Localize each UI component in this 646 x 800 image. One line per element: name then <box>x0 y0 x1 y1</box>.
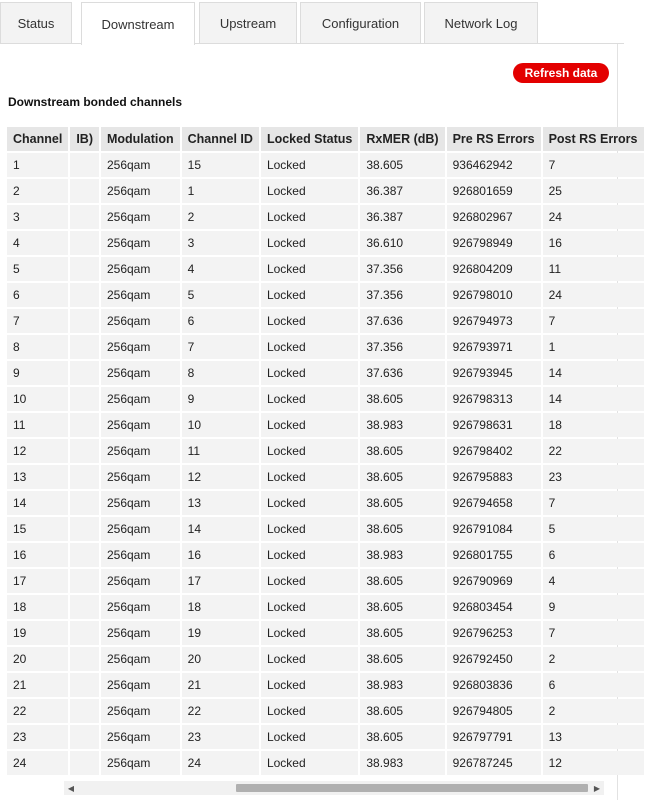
table-cell: 24 <box>543 283 644 307</box>
table-cell: 256qam <box>101 361 180 385</box>
table-cell <box>70 491 99 515</box>
table-row <box>7 725 644 749</box>
table-cell: 21 <box>7 673 68 697</box>
table-cell: 14 <box>543 387 644 411</box>
table-cell: 19 <box>7 621 68 645</box>
table-cell: 7 <box>543 153 644 177</box>
tab-network-log[interactable]: Network Log <box>424 2 538 44</box>
horizontal-scrollbar[interactable] <box>64 781 604 795</box>
table-cell: 926798010 <box>447 283 541 307</box>
scrollbar-thumb[interactable] <box>236 784 588 792</box>
scroll-left-icon[interactable]: ◀ <box>67 783 75 793</box>
table-cell: Locked <box>261 153 358 177</box>
table-cell: 24 <box>543 205 644 229</box>
table-cell: Locked <box>261 231 358 255</box>
table-row <box>7 439 644 463</box>
table-row <box>7 673 644 697</box>
table-cell: 256qam <box>101 335 180 359</box>
table-cell: 256qam <box>101 647 180 671</box>
table-cell: 9 <box>7 361 68 385</box>
table-cell: 926793945 <box>447 361 541 385</box>
table-cell: 22 <box>543 439 644 463</box>
table-cell: Locked <box>261 595 358 619</box>
table-cell: 926798402 <box>447 439 541 463</box>
table-row <box>7 465 644 489</box>
table-cell: Locked <box>261 179 358 203</box>
table-cell: 926798631 <box>447 413 541 437</box>
table-row <box>7 543 644 567</box>
table-cell: 12 <box>7 439 68 463</box>
tab-status[interactable]: Status <box>0 2 72 44</box>
table-cell: Locked <box>261 517 358 541</box>
table-cell: 256qam <box>101 465 180 489</box>
table-cell: 38.605 <box>360 621 444 645</box>
table-cell: 936462942 <box>447 153 541 177</box>
table-row <box>7 153 644 177</box>
table-cell: 16 <box>7 543 68 567</box>
table-cell: 256qam <box>101 569 180 593</box>
table-cell: 926798313 <box>447 387 541 411</box>
table-cell: 256qam <box>101 205 180 229</box>
table-row <box>7 179 644 203</box>
table-cell: Locked <box>261 413 358 437</box>
table-cell: 38.605 <box>360 725 444 749</box>
table-row <box>7 491 644 515</box>
table-cell <box>70 699 99 723</box>
table-cell: 9 <box>182 387 259 411</box>
table-cell: 7 <box>543 491 644 515</box>
table-row <box>7 517 644 541</box>
table-cell: 3 <box>7 205 68 229</box>
table-cell: Locked <box>261 647 358 671</box>
table-cell: 23 <box>543 465 644 489</box>
table-cell: 8 <box>182 361 259 385</box>
table-cell: 24 <box>7 751 68 775</box>
table-cell: 1 <box>7 153 68 177</box>
table-cell <box>70 283 99 307</box>
table-cell: 37.636 <box>360 309 444 333</box>
scroll-right-icon[interactable]: ▶ <box>593 783 601 793</box>
table-cell: 926803454 <box>447 595 541 619</box>
column-header: Locked Status <box>261 127 358 151</box>
table-row <box>7 231 644 255</box>
table-cell: Locked <box>261 283 358 307</box>
table-cell: 37.356 <box>360 335 444 359</box>
column-header: Channel ID <box>182 127 259 151</box>
table-cell <box>70 309 99 333</box>
table-cell: 3 <box>182 231 259 255</box>
table-cell: 6 <box>543 673 644 697</box>
table-cell: 256qam <box>101 543 180 567</box>
table-cell: 926796253 <box>447 621 541 645</box>
table-cell: 11 <box>543 257 644 281</box>
table-cell: Locked <box>261 491 358 515</box>
table-cell <box>70 569 99 593</box>
table-cell: Locked <box>261 751 358 775</box>
table-cell: Locked <box>261 569 358 593</box>
tab-configuration[interactable]: Configuration <box>300 2 421 44</box>
table-cell <box>70 335 99 359</box>
table-row <box>7 699 644 723</box>
table-cell: 1 <box>182 179 259 203</box>
table-cell: 38.983 <box>360 673 444 697</box>
table-cell: Locked <box>261 465 358 489</box>
column-header: Post RS Errors <box>543 127 644 151</box>
table-cell: 36.387 <box>360 205 444 229</box>
table-cell: Locked <box>261 621 358 645</box>
table-row <box>7 595 644 619</box>
table-cell: 7 <box>7 309 68 333</box>
table-cell: 926794973 <box>447 309 541 333</box>
table-header-row <box>7 127 644 151</box>
table-cell: 38.605 <box>360 491 444 515</box>
table-cell: 38.605 <box>360 153 444 177</box>
table-cell: 17 <box>182 569 259 593</box>
table-cell: 38.605 <box>360 439 444 463</box>
table-cell: 38.983 <box>360 751 444 775</box>
table-cell: 38.605 <box>360 595 444 619</box>
table-cell: Locked <box>261 335 358 359</box>
table-cell: 38.983 <box>360 413 444 437</box>
table-cell <box>70 413 99 437</box>
table-cell <box>70 439 99 463</box>
table-cell: Locked <box>261 387 358 411</box>
table-cell: 38.605 <box>360 465 444 489</box>
table-cell: 926792450 <box>447 647 541 671</box>
table-cell <box>70 673 99 697</box>
table-cell: 9 <box>543 595 644 619</box>
table-cell: 21 <box>182 673 259 697</box>
table-row <box>7 387 644 411</box>
table-cell: 8 <box>7 335 68 359</box>
table-cell: 24 <box>182 751 259 775</box>
table-cell: Locked <box>261 205 358 229</box>
table-cell: 20 <box>7 647 68 671</box>
table-row <box>7 751 644 775</box>
table-cell: 16 <box>182 543 259 567</box>
table-cell: 926801659 <box>447 179 541 203</box>
table-cell: Locked <box>261 439 358 463</box>
table-cell: 256qam <box>101 439 180 463</box>
table-cell: 7 <box>543 309 644 333</box>
table-cell: Locked <box>261 673 358 697</box>
table-cell: 256qam <box>101 413 180 437</box>
table-cell <box>70 517 99 541</box>
table-cell <box>70 647 99 671</box>
table-cell: 926803836 <box>447 673 541 697</box>
table-cell: 256qam <box>101 517 180 541</box>
table-cell: 38.605 <box>360 647 444 671</box>
table-cell: 256qam <box>101 699 180 723</box>
table-row <box>7 257 644 281</box>
table-cell: 256qam <box>101 309 180 333</box>
table-cell: 926787245 <box>447 751 541 775</box>
table-cell <box>70 725 99 749</box>
table-row <box>7 335 644 359</box>
table-cell: 11 <box>182 439 259 463</box>
table-cell <box>70 205 99 229</box>
table-cell: 13 <box>182 491 259 515</box>
refresh-data-button[interactable]: Refresh data <box>513 63 609 83</box>
table-cell: 23 <box>182 725 259 749</box>
table-cell: 926798949 <box>447 231 541 255</box>
table-cell: 13 <box>7 465 68 489</box>
downstream-channels-table <box>5 125 646 777</box>
column-header: RxMER (dB) <box>360 127 444 151</box>
tab-bar <box>0 0 624 44</box>
table-cell: 256qam <box>101 621 180 645</box>
table-cell: 12 <box>543 751 644 775</box>
column-header: Channel <box>7 127 68 151</box>
table-cell <box>70 751 99 775</box>
table-cell: 38.983 <box>360 543 444 567</box>
table-row <box>7 621 644 645</box>
table-cell: 12 <box>182 465 259 489</box>
table-cell: 38.605 <box>360 569 444 593</box>
table-cell: 23 <box>7 725 68 749</box>
section-title: Downstream bonded channels <box>8 95 183 109</box>
column-header: IB) <box>70 127 99 151</box>
table-cell: 926797791 <box>447 725 541 749</box>
table-cell: 7 <box>182 335 259 359</box>
table-cell: 14 <box>182 517 259 541</box>
table-cell: 10 <box>182 413 259 437</box>
table-cell: Locked <box>261 699 358 723</box>
channels-table-container <box>5 125 638 775</box>
table-cell: 2 <box>543 699 644 723</box>
column-header: Modulation <box>101 127 180 151</box>
table-cell: Locked <box>261 725 358 749</box>
table-cell: Locked <box>261 309 358 333</box>
table-cell: 926794805 <box>447 699 541 723</box>
table-cell: 19 <box>182 621 259 645</box>
table-cell: 14 <box>7 491 68 515</box>
table-cell: 15 <box>182 153 259 177</box>
table-cell: 10 <box>7 387 68 411</box>
table-cell: 13 <box>543 725 644 749</box>
table-cell: 256qam <box>101 179 180 203</box>
table-cell: 256qam <box>101 231 180 255</box>
table-cell <box>70 153 99 177</box>
table-cell: 926802967 <box>447 205 541 229</box>
table-row <box>7 647 644 671</box>
tab-downstream[interactable]: Downstream <box>81 2 195 45</box>
table-cell: 4 <box>7 231 68 255</box>
table-cell: 4 <box>182 257 259 281</box>
table-cell: 22 <box>182 699 259 723</box>
table-cell: 36.610 <box>360 231 444 255</box>
table-cell: 18 <box>182 595 259 619</box>
table-cell: 6 <box>543 543 644 567</box>
table-cell: 14 <box>543 361 644 385</box>
table-cell: 16 <box>543 231 644 255</box>
table-cell: 256qam <box>101 595 180 619</box>
table-cell <box>70 257 99 281</box>
table-cell: 36.387 <box>360 179 444 203</box>
table-cell: 2 <box>7 179 68 203</box>
table-cell: 6 <box>182 309 259 333</box>
table-cell: 926790969 <box>447 569 541 593</box>
table-cell: 256qam <box>101 725 180 749</box>
table-row <box>7 361 644 385</box>
table-cell: 1 <box>543 335 644 359</box>
table-cell: 256qam <box>101 673 180 697</box>
tab-upstream[interactable]: Upstream <box>199 2 297 44</box>
column-header: Pre RS Errors <box>447 127 541 151</box>
table-cell <box>70 465 99 489</box>
table-cell <box>70 595 99 619</box>
table-cell: 38.605 <box>360 517 444 541</box>
table-cell: 7 <box>543 621 644 645</box>
table-cell: 5 <box>543 517 644 541</box>
table-cell: Locked <box>261 361 358 385</box>
table-row <box>7 309 644 333</box>
table-cell: 256qam <box>101 283 180 307</box>
table-cell: 256qam <box>101 751 180 775</box>
table-cell: 18 <box>7 595 68 619</box>
table-cell: Locked <box>261 257 358 281</box>
table-cell: 926793971 <box>447 335 541 359</box>
table-cell: 17 <box>7 569 68 593</box>
table-cell <box>70 543 99 567</box>
table-cell: 2 <box>182 205 259 229</box>
table-cell: 5 <box>7 257 68 281</box>
table-cell: 256qam <box>101 387 180 411</box>
table-cell: 926804209 <box>447 257 541 281</box>
table-cell: 4 <box>543 569 644 593</box>
table-cell: 2 <box>543 647 644 671</box>
table-cell: 20 <box>182 647 259 671</box>
table-body <box>7 153 644 775</box>
table-cell: 25 <box>543 179 644 203</box>
table-cell: 926801755 <box>447 543 541 567</box>
table-cell: 15 <box>7 517 68 541</box>
table-cell <box>70 621 99 645</box>
table-cell: 256qam <box>101 491 180 515</box>
table-cell: 5 <box>182 283 259 307</box>
table-cell: 256qam <box>101 257 180 281</box>
table-cell: 11 <box>7 413 68 437</box>
table-cell <box>70 231 99 255</box>
table-row <box>7 413 644 437</box>
table-cell: 6 <box>7 283 68 307</box>
table-cell: 38.605 <box>360 699 444 723</box>
table-cell: 22 <box>7 699 68 723</box>
table-row <box>7 283 644 307</box>
table-cell <box>70 179 99 203</box>
table-cell: 926795883 <box>447 465 541 489</box>
table-row <box>7 569 644 593</box>
table-cell: 926791084 <box>447 517 541 541</box>
table-cell: 37.356 <box>360 257 444 281</box>
table-cell <box>70 387 99 411</box>
table-cell: 38.605 <box>360 387 444 411</box>
table-cell: 926794658 <box>447 491 541 515</box>
table-cell: 37.636 <box>360 361 444 385</box>
table-cell: Locked <box>261 543 358 567</box>
table-cell: 256qam <box>101 153 180 177</box>
table-row <box>7 205 644 229</box>
table-cell: 37.356 <box>360 283 444 307</box>
table-cell <box>70 361 99 385</box>
table-cell: 18 <box>543 413 644 437</box>
